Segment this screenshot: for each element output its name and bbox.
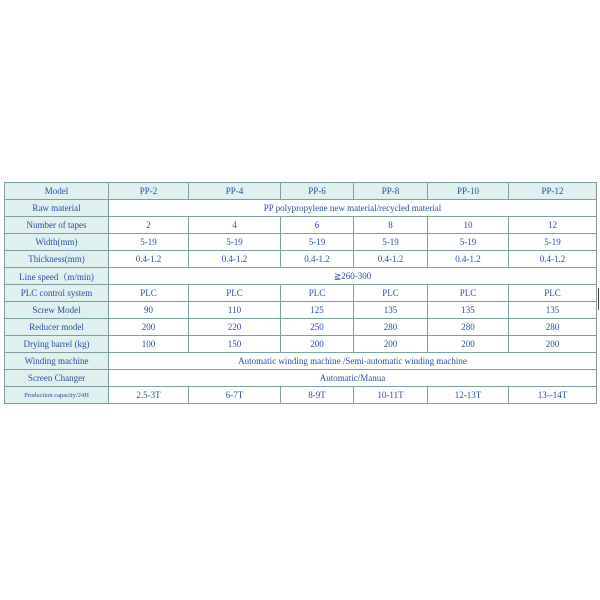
value-cell: 135 bbox=[354, 302, 428, 319]
value-cell: PLC bbox=[281, 285, 354, 302]
value-cell: 0.4-1.2 bbox=[281, 251, 354, 268]
value-cell: 12-13T bbox=[428, 387, 509, 404]
row-screw-model bbox=[5, 302, 597, 319]
merged-value-cell: Automatic winding machine /Semi-automatic winding machine bbox=[109, 353, 597, 370]
value-cell: 280 bbox=[354, 319, 428, 336]
row-label: Winding machine bbox=[5, 353, 109, 370]
merged-value-cell: PP polypropylene new material/recycled material bbox=[109, 200, 597, 217]
spec-table-body bbox=[5, 183, 597, 404]
value-cell: 220 bbox=[189, 319, 281, 336]
row-label: Raw material bbox=[5, 200, 109, 217]
value-cell: 135 bbox=[428, 302, 509, 319]
value-cell: 280 bbox=[509, 319, 597, 336]
model-header: PP-4 bbox=[189, 183, 281, 200]
value-cell: 6 bbox=[281, 217, 354, 234]
spec-table-container bbox=[4, 182, 596, 404]
value-cell: 5-19 bbox=[354, 234, 428, 251]
value-cell: 0.4-1.2 bbox=[189, 251, 281, 268]
merged-value-cell: ≧260-300 bbox=[109, 268, 597, 285]
value-cell: 0.4-1.2 bbox=[109, 251, 189, 268]
value-cell: 12 bbox=[509, 217, 597, 234]
model-header: PP-2 bbox=[109, 183, 189, 200]
value-cell: 5-19 bbox=[428, 234, 509, 251]
row-label: Screen Changer bbox=[5, 370, 109, 387]
row-label: Width(mm) bbox=[5, 234, 109, 251]
value-cell: 280 bbox=[428, 319, 509, 336]
value-cell: 90 bbox=[109, 302, 189, 319]
value-cell: 5-19 bbox=[189, 234, 281, 251]
value-cell: PLC bbox=[189, 285, 281, 302]
model-header: PP-8 bbox=[354, 183, 428, 200]
value-cell: PLC bbox=[109, 285, 189, 302]
row-screen-changer bbox=[5, 370, 597, 387]
row-drying-barrel bbox=[5, 336, 597, 353]
header-row bbox=[5, 183, 597, 200]
value-cell: 125 bbox=[281, 302, 354, 319]
value-cell: 5-19 bbox=[109, 234, 189, 251]
row-label: Number of tapes bbox=[5, 217, 109, 234]
value-cell: 5-19 bbox=[281, 234, 354, 251]
row-label: PLC control system bbox=[5, 285, 109, 302]
value-cell: 2.5-3T bbox=[109, 387, 189, 404]
value-cell: 150 bbox=[189, 336, 281, 353]
value-cell: 200 bbox=[428, 336, 509, 353]
value-cell: 4 bbox=[189, 217, 281, 234]
value-cell: 250 bbox=[281, 319, 354, 336]
row-label: Production capacity/24H bbox=[5, 387, 109, 404]
model-header: PP-12 bbox=[509, 183, 597, 200]
value-cell: 6-7T bbox=[189, 387, 281, 404]
spec-table bbox=[4, 182, 597, 404]
value-cell: PLC bbox=[428, 285, 509, 302]
value-cell: 200 bbox=[509, 336, 597, 353]
edge-mark bbox=[598, 288, 599, 310]
value-cell: 200 bbox=[281, 336, 354, 353]
value-cell: 100 bbox=[109, 336, 189, 353]
row-thickness bbox=[5, 251, 597, 268]
value-cell: 200 bbox=[109, 319, 189, 336]
row-label: Thickness(mm) bbox=[5, 251, 109, 268]
value-cell: 8-9T bbox=[281, 387, 354, 404]
row-production-capacity bbox=[5, 387, 597, 404]
row-raw-material bbox=[5, 200, 597, 217]
value-cell: 0.4-1.2 bbox=[509, 251, 597, 268]
row-label: Screw Model bbox=[5, 302, 109, 319]
model-header: PP-10 bbox=[428, 183, 509, 200]
value-cell: 10-11T bbox=[354, 387, 428, 404]
value-cell: PLC bbox=[354, 285, 428, 302]
row-label: Drying barrel (kg) bbox=[5, 336, 109, 353]
value-cell: 10 bbox=[428, 217, 509, 234]
value-cell: 2 bbox=[109, 217, 189, 234]
value-cell: 0.4-1.2 bbox=[354, 251, 428, 268]
row-winding-machine bbox=[5, 353, 597, 370]
value-cell: 135 bbox=[509, 302, 597, 319]
value-cell: 13--14T bbox=[509, 387, 597, 404]
value-cell: 8 bbox=[354, 217, 428, 234]
value-cell: PLC bbox=[509, 285, 597, 302]
row-label: Reducer model bbox=[5, 319, 109, 336]
merged-value-cell: Automatic/Manua bbox=[109, 370, 597, 387]
row-reducer-model bbox=[5, 319, 597, 336]
row-label: Line speed（m/min) bbox=[5, 268, 109, 285]
header-model-label: Model bbox=[5, 183, 109, 200]
row-width bbox=[5, 234, 597, 251]
row-line-speed bbox=[5, 268, 597, 285]
value-cell: 0.4-1.2 bbox=[428, 251, 509, 268]
row-plc-control-system bbox=[5, 285, 597, 302]
value-cell: 5-19 bbox=[509, 234, 597, 251]
model-header: PP-6 bbox=[281, 183, 354, 200]
value-cell: 110 bbox=[189, 302, 281, 319]
row-number-of-tapes bbox=[5, 217, 597, 234]
value-cell: 200 bbox=[354, 336, 428, 353]
